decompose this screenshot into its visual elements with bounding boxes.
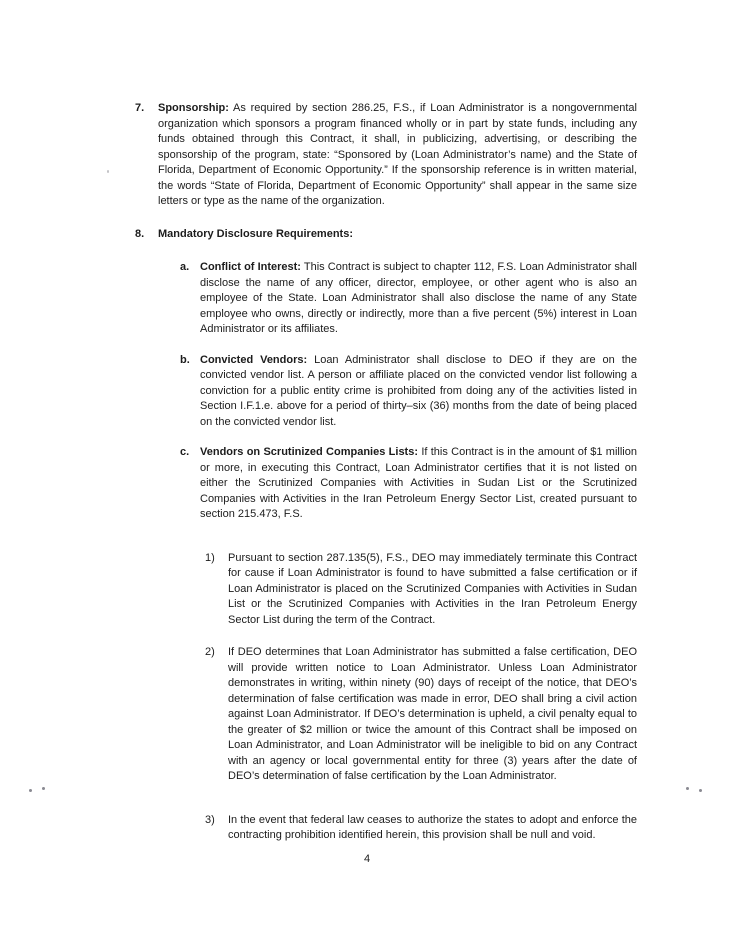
clause-3 — [135, 813, 637, 844]
clause-3-number: 3) — [205, 813, 215, 826]
clause-1 — [135, 551, 637, 629]
section-7-number: 7. — [135, 102, 145, 114]
section-8-title: Mandatory Disclosure Requirements: — [158, 227, 353, 240]
scan-artifact-dot — [42, 787, 45, 790]
subsection-c-paragraph — [200, 445, 637, 523]
section-8 — [135, 227, 637, 243]
scan-artifact-dot — [699, 789, 702, 792]
subsection-b-paragraph — [200, 353, 637, 431]
scan-artifact-dot — [686, 787, 689, 790]
subsection-b — [135, 353, 637, 431]
subsection-b-title: Convicted Vendors: — [200, 353, 308, 366]
section-7-text: As required by section 286.25, F.S., if Loan Administrator is a nongovernmental organization which sponsors a program financed wholly or in part by state funds, including any funds obtained through this Contract, it shall, in publicizing, advertising, or describing the sponsorship of the program, state: “Sponsored by (Loan Administrator’s name) and the State of Florida, Department of Economic Opportunity.” If the sponsorship reference is in written material, the words “State of Florida, Department of Economic Opportunity” shall appear in the same size letters or type as the name of the organization. — [158, 102, 637, 207]
subsection-c — [135, 445, 637, 523]
clause-2-paragraph — [228, 645, 637, 785]
clause-2-text: If DEO determines that Loan Administrator has submitted a false certification, DEO will provide written notice to Loan Administrator. Unless Loan Administrator demonstrates in writing, within ninety (90) days of receipt of the notice, that DEO’s determination of false certification was made in error, DEO shall bring a civil action against Loan Administrator. If DEO’s determination is upheld, a civil penalty equal to the greater of $2 million or twice the amount of this Contract shall be imposed on Loan Administrator, and Loan Administrator will be ineligible to bid on any Contract with an agency or local governmental entity for three (3) years after the date of DEO’s determination of false certification by the Loan Administrator. — [228, 646, 637, 782]
document-body — [135, 101, 637, 861]
clause-1-paragraph — [228, 551, 637, 629]
subsection-b-text: Loan Administrator shall disclose to DEO if they are on the convicted vendor list. A person or affiliate placed on the convicted vendor list following a conviction for a public entity crime is prohibited from doing any of the activities listed in Section I.F.1.e. above for a period of thirty–six (36) months from the date of being placed on the convicted vendor list. — [200, 353, 637, 428]
section-7-paragraph — [158, 101, 637, 210]
section-8-paragraph — [158, 227, 637, 243]
subsection-a-text: This Contract is subject to chapter 112, F.S. Loan Administrator shall disclose the name of any officer, director, employee, or other agent who is also an employee of the State. Loan Administrator shall also disclose the name of any State employee who owns, directly or indirectly, more than a five percent (5%) interest in Loan Administrator or its affiliates. — [200, 261, 637, 335]
clause-3-text: In the event that federal law ceases to authorize the states to adopt and enforce the contracting prohibition identified herein, this provision shall be null and void. — [228, 813, 637, 841]
section-7-title: Sponsorship: — [158, 102, 229, 114]
subsection-c-text: If this Contract is in the amount of $1 million or more, in executing this Contract, Loan Administrator certifies that it is not listed on either the Scrutinized Companies with Activities in Sudan List or the Scrutinized Companies with Activities in the Iran Petroleum Energy Sector List, created pursuant to section 215.473, F.S. — [200, 446, 637, 520]
subsection-a-title: Conflict of Interest: — [200, 261, 301, 273]
clause-1-number: 1) — [205, 551, 215, 564]
subsection-b-letter: b. — [180, 353, 190, 366]
clause-2 — [135, 645, 637, 785]
scan-artifact-dot — [107, 170, 109, 173]
subsection-c-letter: c. — [180, 446, 190, 458]
scan-artifact-dot — [29, 789, 32, 792]
clause-1-text: Pursuant to section 287.135(5), F.S., DEO may immediately terminate this Contract for cause if Loan Administrator is found to have submitted a false certification or if Loan Administrator is placed on the Scrutinized Companies with Activities in Sudan List or the Scrutinized Companies with Activities in the Iran Petroleum Energy Sector List during the term of the Contract. — [228, 551, 637, 626]
section-8-number: 8. — [135, 227, 145, 240]
subsection-a-paragraph — [200, 260, 637, 338]
subsection-a-letter: a. — [180, 261, 190, 273]
page-number: 4 — [363, 853, 371, 865]
subsection-c-title: Vendors on Scrutinized Companies Lists: — [200, 446, 418, 458]
section-7 — [135, 101, 637, 210]
clause-2-number: 2) — [205, 646, 215, 658]
clause-3-paragraph — [228, 813, 637, 844]
subsection-a — [135, 260, 637, 338]
